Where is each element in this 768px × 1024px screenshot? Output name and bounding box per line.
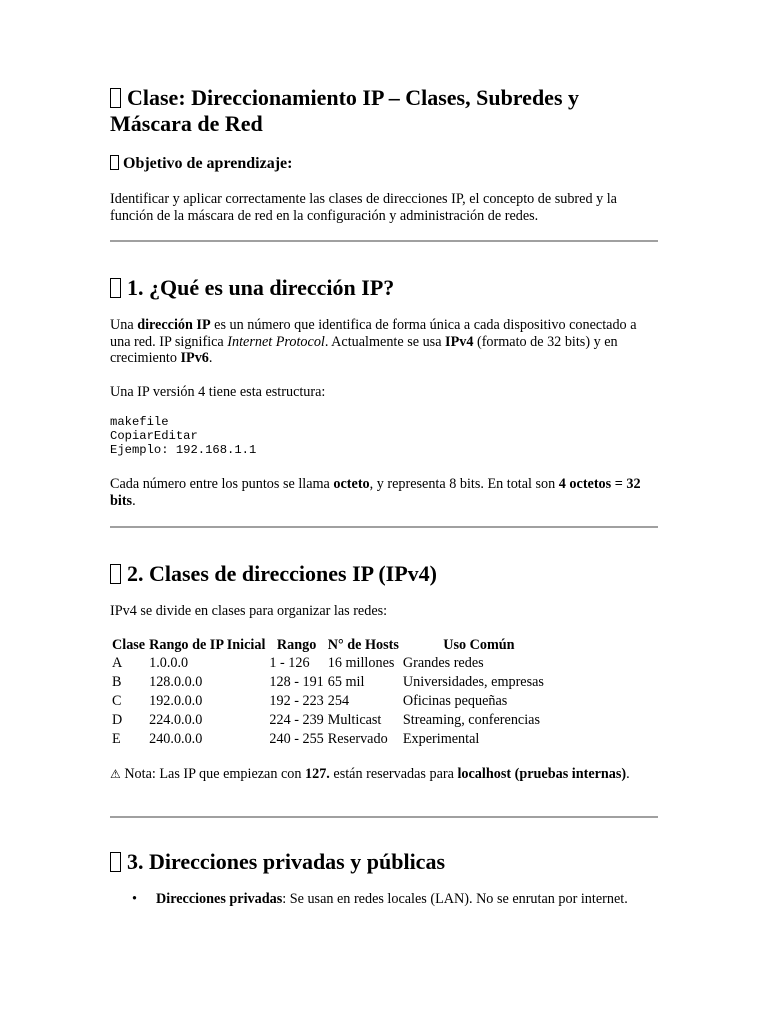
column-header: Rango: [276, 637, 317, 653]
table-cell: 224 - 239: [269, 712, 324, 728]
table-cell: Oficinas pequeñas: [402, 693, 508, 709]
column-header: N° de Hosts: [327, 637, 399, 653]
missing-glyph-icon: [110, 278, 121, 298]
table-cell: 1.0.0.0: [149, 655, 189, 671]
divider: [110, 526, 658, 528]
table-cell: A: [112, 655, 123, 671]
missing-glyph-icon: [110, 88, 121, 108]
table-cell: E: [112, 731, 121, 747]
table-cell: 128.0.0.0: [149, 674, 203, 690]
structure-intro: Una IP versión 4 tiene esta estructura:: [110, 384, 326, 400]
localhost-note: ⚠ Nota: Las IP que empiezan con 127. están reservadas para localhost (pruebas internas).: [110, 766, 630, 782]
warning-icon: ⚠: [110, 767, 121, 781]
table-cell: 240.0.0.0: [149, 731, 203, 747]
objective-heading: Objetivo de aprendizaje:: [110, 154, 292, 174]
document-title: Clase: Direccionamiento IP – Clases, Subredes y Máscara de Red: [110, 85, 579, 136]
bullet-icon: •: [132, 891, 137, 907]
table-cell: 224.0.0.0: [149, 712, 203, 728]
code-block: [110, 416, 256, 457]
table-row: [110, 692, 557, 711]
table-cell: 65 mil: [327, 674, 365, 690]
table-cell: Reservado: [327, 731, 388, 747]
column-header: Rango de IP Inicial: [149, 637, 266, 653]
table-row: [110, 673, 557, 692]
ip-definition-paragraph: Una dirección IP es un número que identifica de forma única a cada dispositivo conectado a una red. IP significa Internet Protocol. Actualmente se usa IPv4 (formato de 32 bits) y en crecimiento IPv6.: [110, 317, 637, 366]
table-cell: 254: [327, 693, 350, 709]
private-public-list: [110, 891, 658, 908]
code-line: Ejemplo: 192.168.1.1: [110, 442, 257, 457]
octet-paragraph: Cada número entre los puntos se llama octeto, y representa 8 bits. En total son 4 octetos = 32 bits.: [110, 476, 641, 509]
table-cell: C: [112, 693, 122, 709]
divider: [110, 816, 658, 818]
table-cell: 192 - 223: [269, 693, 324, 709]
table-cell: Grandes redes: [402, 655, 484, 671]
table-cell: Experimental: [402, 731, 480, 747]
table-cell: Universidades, empresas: [402, 674, 544, 690]
classes-intro: IPv4 se divide en clases para organizar las redes:: [110, 603, 388, 619]
section-3-heading: 3. Direcciones privadas y públicas: [110, 849, 445, 875]
divider: [110, 240, 658, 242]
table-cell: Streaming, conferencias: [402, 712, 540, 728]
table-cell: B: [112, 674, 122, 690]
objective-text: Identificar y aplicar correctamente las clases de direcciones IP, el concepto de subred y la función de la máscara de red en la configuración y administración de redes.: [110, 191, 617, 224]
ip-classes-table: [110, 636, 557, 749]
column-header: Uso Común: [443, 637, 515, 653]
code-line: makefile: [110, 415, 169, 429]
table-cell: 128 - 191: [269, 674, 324, 690]
table-row: [110, 654, 557, 673]
section-2-heading: 2. Clases de direcciones IP (IPv4): [110, 561, 437, 587]
missing-glyph-icon: [110, 852, 121, 872]
column-header: Clase: [112, 637, 146, 653]
missing-glyph-icon: [110, 564, 121, 584]
table-row: [110, 711, 557, 730]
table-cell: Multicast: [327, 712, 382, 728]
table-header-row: [110, 636, 557, 654]
table-cell: 240 - 255: [269, 731, 324, 747]
table-cell: 16 millones: [327, 655, 395, 671]
list-item: • Direcciones privadas: Se usan en redes locales (LAN). No se enrutan por internet.: [132, 891, 628, 907]
table-cell: 1 - 126: [269, 655, 310, 671]
code-line: CopiarEditar: [110, 428, 198, 443]
table-cell: D: [112, 712, 123, 728]
table-cell: 192.0.0.0: [149, 693, 203, 709]
table-row: [110, 730, 557, 749]
section-1-heading: 1. ¿Qué es una dirección IP?: [110, 275, 394, 301]
missing-glyph-icon: [110, 155, 119, 170]
